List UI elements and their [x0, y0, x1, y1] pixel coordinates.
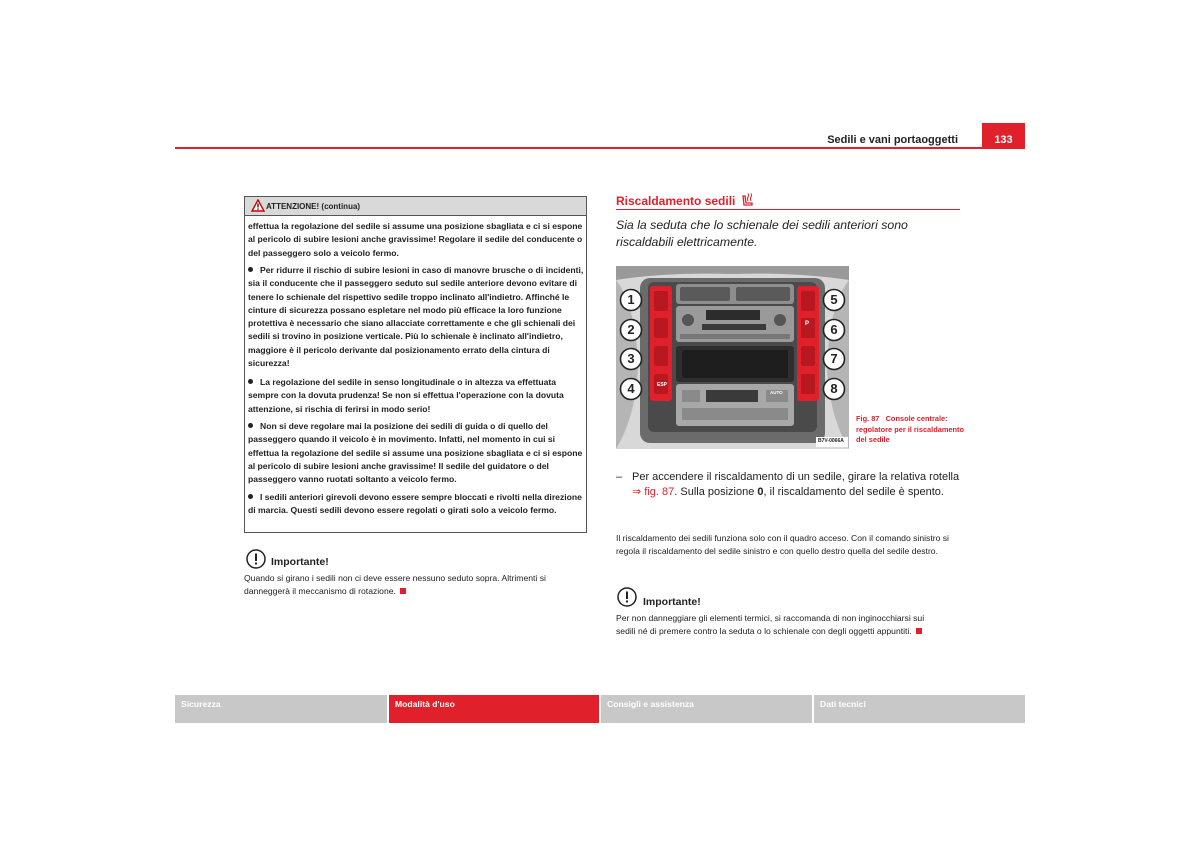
- p-button-label: P: [805, 321, 810, 327]
- warning-triangle-icon: [251, 199, 265, 212]
- section-rule: [616, 209, 960, 210]
- console-figure: [616, 266, 849, 449]
- step-text-part: , il riscaldamento del sedile è spento.: [763, 486, 944, 498]
- exclamation-circle-icon: [246, 549, 266, 569]
- end-marker-icon: [400, 588, 406, 594]
- section-title-text: Riscaldamento sedili: [616, 194, 736, 208]
- figure-reference-link[interactable]: ⇒ fig. 87: [632, 486, 675, 498]
- warning-title: ATTENZIONE! (continua): [266, 202, 361, 211]
- important-title: Importante!: [643, 596, 701, 608]
- center-console-illustration: [616, 266, 849, 449]
- callout-number: 5: [830, 292, 838, 307]
- figure-caption: [856, 414, 966, 446]
- footer-tab-modalita-uso[interactable]: Modalità d'uso: [389, 695, 599, 723]
- end-marker-icon: [916, 628, 922, 634]
- callout-7: [822, 347, 846, 376]
- auto-button-label: AUTO: [770, 390, 783, 395]
- body-paragraph: Il riscaldamento dei sedili funziona solo con il quadro acceso. Con il comando sinistro si regola il riscaldamento del sedile sinistro e con quello destro quella del sedile destro.: [616, 533, 949, 557]
- seat-heating-icon: [741, 193, 755, 207]
- callout-number: 6: [830, 322, 838, 337]
- callout-number: 1: [627, 292, 635, 307]
- callout-5: [822, 288, 846, 317]
- callout-6: [822, 318, 846, 347]
- callout-4: [619, 377, 643, 406]
- figure-caption-number: Fig. 87: [856, 414, 880, 423]
- step-text-part: . Sulla posizione: [674, 486, 758, 498]
- important-title: Importante!: [271, 556, 329, 568]
- warning-bullet-text: I sedili anteriori girevoli devono essere sempre bloccati e rivolti nella direzione di marcia. Questi sedili devono essere regolati o girati solo a veicolo fermo.: [248, 492, 582, 516]
- important-text: [616, 612, 946, 639]
- figure-caption-text: Console centrale: regolatore per il riscaldamento del sedile: [856, 414, 965, 444]
- footer-tab-consigli[interactable]: Consigli e assistenza: [601, 695, 812, 723]
- esp-button-label: ESP: [657, 382, 668, 388]
- callout-number: 7: [830, 351, 838, 366]
- section-intro: Sia la seduta che lo schienale dei sedili anteriori sono riscaldabili elettricamente.: [616, 218, 908, 249]
- step-text: [632, 470, 962, 500]
- header-rule: [175, 147, 1025, 149]
- exclamation-circle-icon: [617, 587, 637, 607]
- bullet-icon: [248, 423, 253, 428]
- bullet-icon: [248, 267, 253, 272]
- footer-tab-dati-tecnici[interactable]: Dati tecnici: [814, 695, 1025, 723]
- callout-1: [619, 288, 643, 317]
- bullet-icon: [248, 379, 253, 384]
- step-bold-value: 0: [757, 486, 764, 498]
- warning-paragraph: effettua la regolazione del sedile si assume una posizione sbagliata e ci si espone al pericolo di subire lesioni anche gravissime! Regolare il sedile del conducente o del passeggero solo a veicolo fermo.: [248, 221, 583, 258]
- callout-8: [822, 377, 846, 406]
- important-text-body: Per non danneggiare gli elementi termici, si raccomanda di non inginocchiarsi sui sedili né di premere contro la seduta o lo schienale con degli oggetti appuntiti.: [616, 613, 925, 637]
- callout-number: 3: [627, 351, 635, 366]
- page-number: 133: [982, 123, 1025, 148]
- step-text-part: Per accendere il riscaldamento di un sedile, girare la relativa rotella: [632, 471, 960, 483]
- footer-tab-sicurezza[interactable]: Sicurezza: [175, 695, 387, 723]
- step-dash: –: [616, 471, 623, 483]
- warning-bullet-text: Non si deve regolare mai la posizione dei sedili di guida o di quello del passeggero quando il veicolo è in movimento. Infatti, nel momento in cui si effettua la regolazione del sedile si assume una posizione sbagliata e ci si espone al pericolo di subire lesioni anche gravissime! Il sedile del guidatore o del passeggero vanno ruotati soltanto a veicolo fermo.: [248, 421, 583, 485]
- callout-number: 4: [627, 381, 635, 396]
- warning-bullet-text: Per ridurre il rischio di subire lesioni in caso di manovre brusche o di incidenti, sia il conducente che il passeggero seduto sul sedile anteriore devono evitare di tenere lo schienale del rispettivo sedile troppo inclinato all'indietro. Affinché le cinture di sicurezza possano espletare nel modo più efficace la loro funzione protettiva è necessario che siano allacciate correttamente e che gli schienali dei sedili si trovino in posizione verticale. Più lo schienale è inclinato all'indietro, maggiore è il pericolo derivante dal posizionamento errato della cintura di sicurezza!: [248, 265, 584, 369]
- callout-number: 2: [627, 322, 635, 337]
- warning-bullet: [248, 264, 584, 370]
- callout-number: 8: [830, 381, 838, 396]
- callout-3: [619, 347, 643, 376]
- warning-bullet-text: La regolazione del sedile in senso longitudinale o in altezza va effettuata sempre con la dovuta prudenza! Se non si effettua l'operazione con la dovuta attenzione, si rischia di ferirsi in modo serio!: [248, 377, 564, 414]
- important-text: [244, 572, 590, 599]
- bullet-icon: [248, 494, 253, 499]
- section-title: [616, 193, 755, 208]
- warning-bullet: [248, 420, 584, 486]
- callout-2: [619, 318, 643, 347]
- running-header-title: Sedili e vani portaoggetti: [827, 134, 958, 146]
- important-text-body: Quando si girano i sedili non ci deve essere nessuno seduto sopra. Altrimenti si danneggerà il meccanismo di rotazione.: [244, 573, 546, 597]
- warning-bullet: [248, 376, 584, 416]
- figure-code: B7V-0066A: [818, 438, 844, 444]
- warning-bullet: [248, 491, 584, 518]
